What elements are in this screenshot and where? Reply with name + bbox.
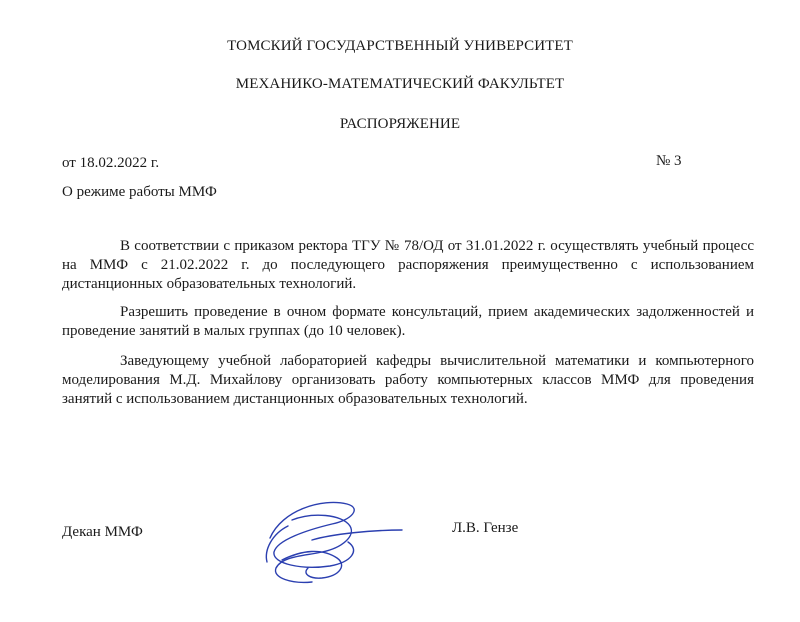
document-date: от 18.02.2022 г. bbox=[62, 155, 160, 171]
signer-title: Декан ММФ bbox=[62, 524, 143, 540]
paragraph-2: Разрешить проведение в очном формате консультаций, прием академических задолженностей и проведение занятий в малых группах (до 10 человек). bbox=[62, 304, 754, 339]
handwritten-signature-icon bbox=[252, 490, 412, 590]
paragraph-1: В соответствии с приказом ректора ТГУ № 78/ОД от 31.01.2022 г. осуществлять учебный процесс на ММФ с 21.02.2022 г. до последующего распоряжения преимущественно с использованием дистанционных образовательных технологий. bbox=[62, 238, 754, 292]
document-number: № 3 bbox=[656, 153, 682, 169]
document-subject: О режиме работы ММФ bbox=[62, 184, 217, 200]
paragraph-3: Заведующему учебной лабораторией кафедры вычислительной математики и компьютерного моделирования М.Д. Михайлову организовать работу компьютерных классов ММФ для проведения занятий с использованием дистанционных образовательных технологий. bbox=[62, 353, 754, 407]
document-type: РАСПОРЯЖЕНИЕ bbox=[339, 116, 461, 132]
signer-name: Л.В. Гензе bbox=[452, 520, 519, 536]
university-name: ТОМСКИЙ ГОСУДАРСТВЕННЫЙ УНИВЕРСИТЕТ bbox=[227, 38, 573, 54]
faculty-name: МЕХАНИКО-МАТЕМАТИЧЕСКИЙ ФАКУЛЬТЕТ bbox=[235, 76, 565, 92]
